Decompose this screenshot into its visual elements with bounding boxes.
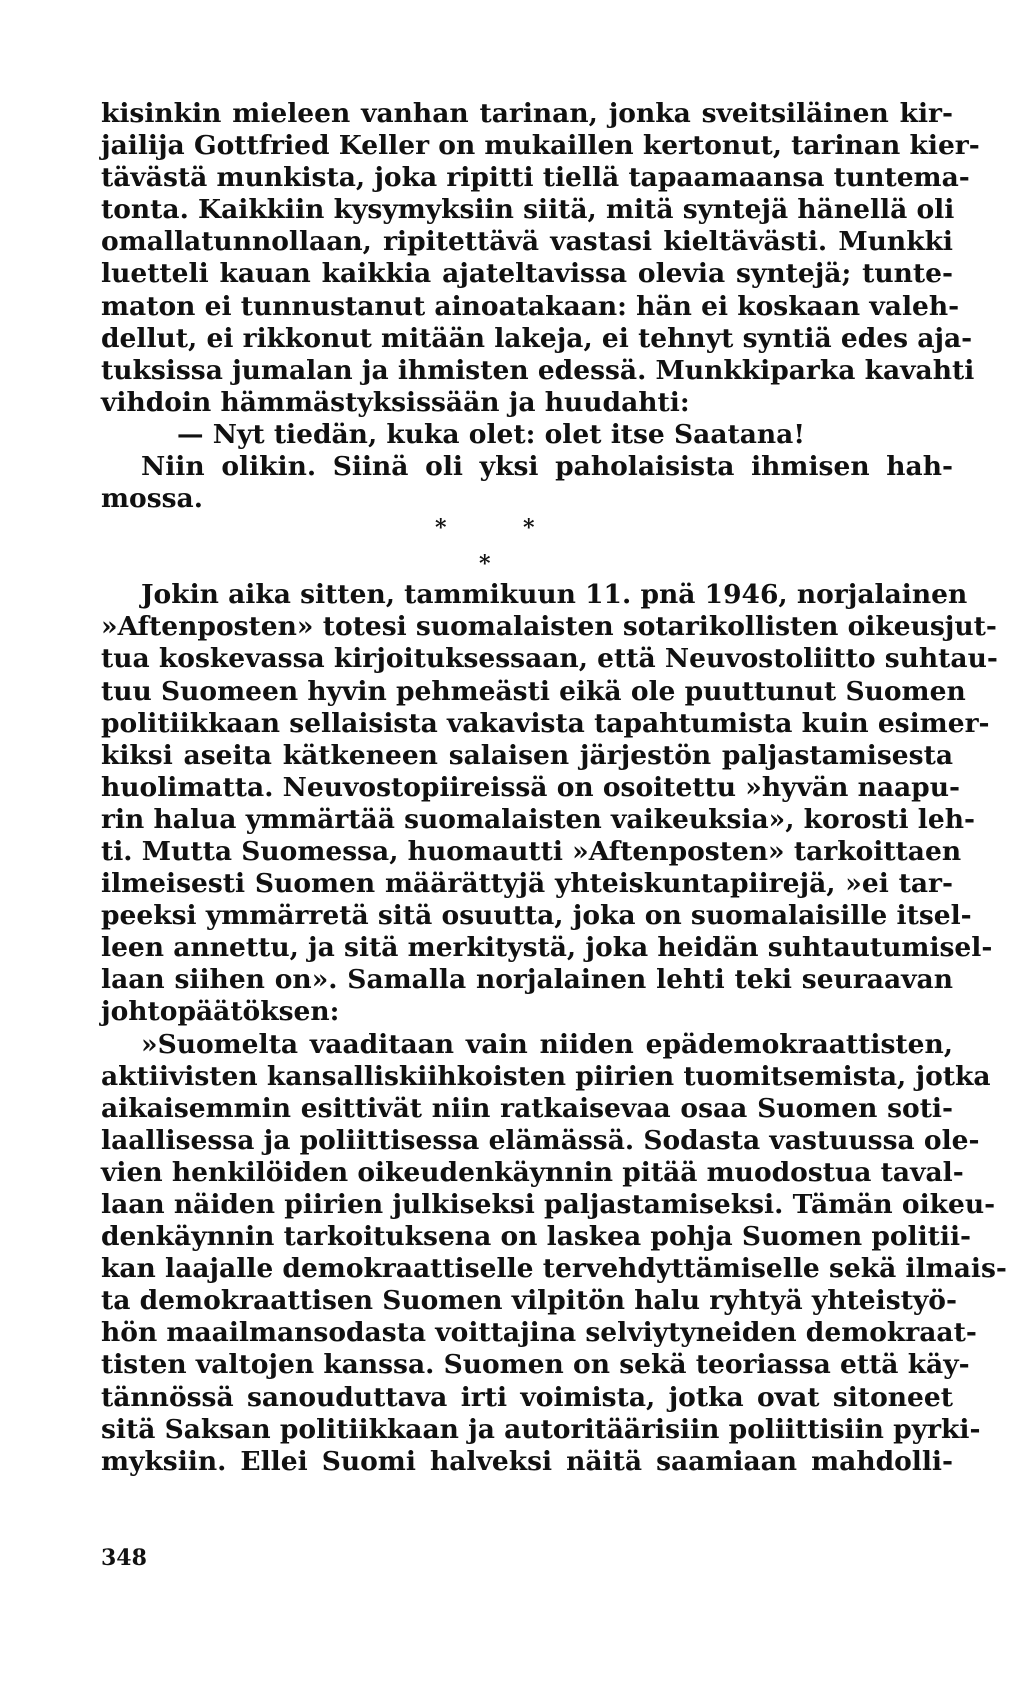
text-line: ti. Mutta Suomessa, huomautti »Aftenposten» tarkoittaen: [101, 835, 962, 867]
text-line: tisten valtojen kanssa. Suomen on sekä teoriassa että käy-: [101, 1349, 970, 1381]
text-line: omallatunnollaan, ripitettävä vastasi kieltävästi. Munkki: [101, 226, 953, 258]
text-line: tuu Suomeen hyvin pehmeästi eikä ole puuttunut Suomen: [101, 675, 966, 707]
text-line: johtopäätöksen:: [101, 996, 340, 1028]
text-line: »Suomelta vaaditaan vain niiden epädemokraattisten,: [141, 1028, 953, 1060]
text-line: laallisessa ja poliittisessa elämässä. Sodasta vastuussa ole-: [101, 1124, 980, 1156]
text-line: ta demokraattisen Suomen vilpitön halu ryhtyä yhteistyö-: [101, 1285, 957, 1317]
text-line: leen annettu, ja sitä merkitystä, joka heidän suhtautumisel-: [101, 932, 993, 964]
text-line: tuksissa jumalan ja ihmisten edessä. Munkkiparka kavahti: [101, 354, 975, 386]
text-line: tännössä sanouduttava irti voimista, jotka ovat sitoneet: [101, 1381, 953, 1413]
section-separator: [101, 515, 953, 579]
text-line: aikaisemmin esittivät niin ratkaisevaa osaa Suomen soti-: [101, 1092, 953, 1124]
separator-asterisk: *: [479, 551, 491, 578]
text-line: mossa.: [101, 483, 203, 515]
text-line: vihdoin hämmästyksissään ja huudahti:: [101, 386, 690, 418]
text-line: kisinkin mieleen vanhan tarinan, jonka sveitsiläinen kir-: [101, 98, 953, 129]
text-line: Niin olikin. Siinä oli yksi paholaisista ihmisen hah-: [141, 451, 953, 483]
text-line: ilmeisesti Suomen määrättyjä yhteiskuntapiirejä, »ei tar-: [101, 868, 953, 900]
text-line: »Aftenposten» totesi suomalaisten sotarikollisten oikeusjut-: [101, 611, 997, 643]
text-line: peeksi ymmärretä sitä osuutta, joka on suomalaisille itsel-: [101, 900, 972, 932]
book-page-text: [101, 98, 1007, 1478]
text-line: aktiivisten kansalliskiihkoisten piirien tuomitsemista, jotka: [101, 1060, 991, 1092]
page-number: 348: [101, 1545, 147, 1571]
text-line: tävästä munkista, joka ripitti tiellä tapaamaansa tuntema-: [101, 162, 970, 194]
text-line: dellut, ei rikkonut mitään lakeja, ei tehnyt syntiä edes aja-: [101, 322, 973, 354]
separator-asterisk: *: [523, 515, 535, 542]
paragraph-keller-story: [101, 98, 980, 419]
text-line: jailija Gottfried Keller on mukaillen kertonut, tarinan kier-: [101, 130, 980, 162]
text-line: tonta. Kaikkiin kysymyksiin siitä, mitä syntejä hänellä oli: [101, 194, 955, 226]
dialogue-line: — Nyt tiedän, kuka olet: olet itse Saatana!: [177, 418, 805, 450]
text-line: tua koskevassa kirjoituksessaan, että Neuvostoliitto suhtau-: [101, 643, 998, 675]
text-line: sitä Saksan politiikkaan ja autoritäärisiin poliittisiin pyrki-: [101, 1413, 981, 1445]
text-line: politiikkaan sellaisista vakavista tapahtumista kuin esimer-: [101, 707, 990, 739]
paragraph-quotation: [101, 1028, 1007, 1478]
text-line: laan siihen on». Samalla norjalainen lehti teki seuraavan: [101, 964, 953, 996]
text-line: hön maailmansodasta voittajina selviytyneiden demokraat-: [101, 1317, 977, 1349]
text-line: rin halua ymmärtää suomalaisten vaikeuksia», korosti leh-: [101, 803, 975, 835]
text-line: maton ei tunnustanut ainoatakaan: hän ei koskaan valeh-: [101, 290, 960, 322]
text-line: laan näiden piirien julkiseksi paljastamiseksi. Tämän oikeu-: [101, 1189, 996, 1220]
text-line: luetteli kauan kaikkia ajateltavissa olevia syntejä; tunte-: [101, 258, 953, 290]
separator-asterisk: *: [435, 515, 447, 542]
text-line: denkäynnin tarkoituksena on laskea pohja Suomen politii-: [101, 1221, 972, 1253]
text-line: myksiin. Ellei Suomi halveksi näitä saamiaan mahdolli-: [101, 1445, 953, 1477]
text-line: vien henkilöiden oikeudenkäynnin pitää muodostua taval-: [101, 1156, 964, 1188]
text-line: huolimatta. Neuvostopiireissä on osoitettu »hyvän naapu-: [101, 771, 960, 803]
text-line: kan laajalle demokraattiselle tervehdyttämiselle sekä ilmais-: [101, 1253, 1007, 1285]
paragraph-devil: [101, 451, 953, 515]
paragraph-aftenposten: [101, 579, 998, 1028]
text-line: Jokin aika sitten, tammikuun 11. pnä 1946, norjalainen: [141, 579, 968, 611]
text-line: kiksi aseita kätkeneen salaisen järjestön paljastamisesta: [101, 739, 953, 771]
